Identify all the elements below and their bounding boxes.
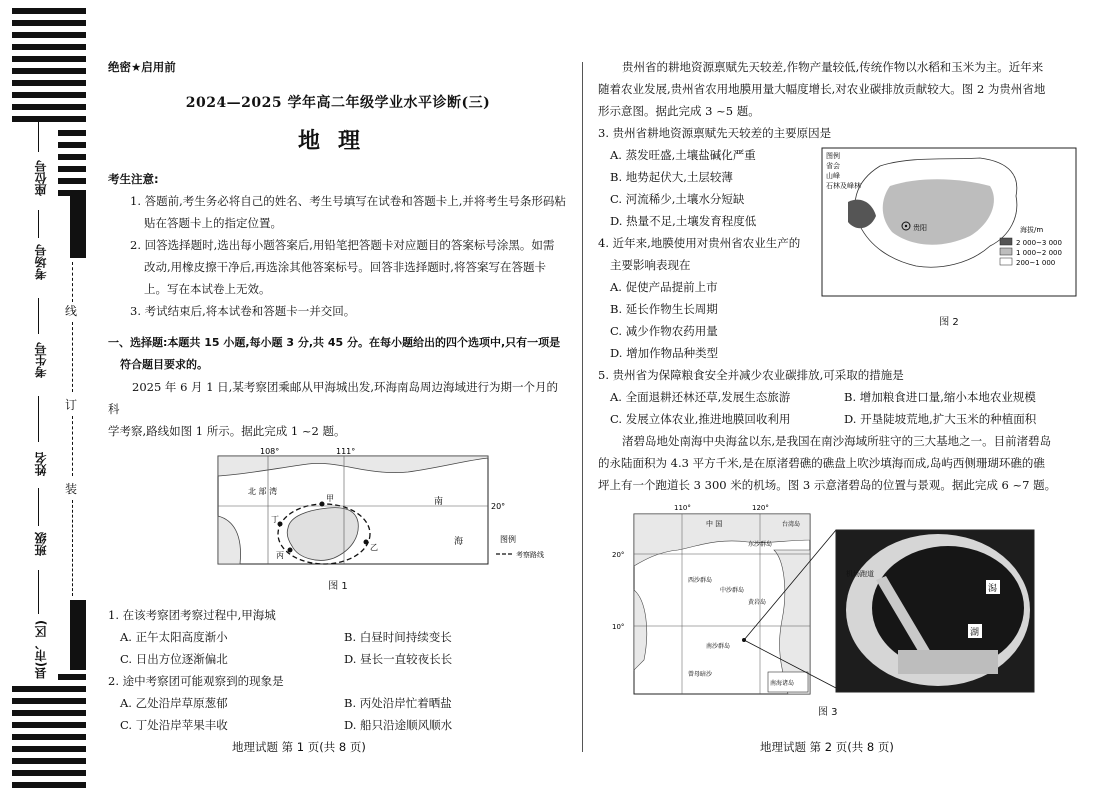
room-field-line[interactable] — [38, 210, 39, 238]
q1-options-row — [108, 626, 568, 648]
class-field-line[interactable] — [38, 488, 39, 526]
point-ding-label: 丁 — [271, 515, 279, 524]
notice-title: 考生注意: — [108, 172, 159, 186]
binding-stripe — [58, 674, 86, 680]
binding-stripe — [12, 92, 86, 98]
q1-option-d[interactable]: D. 昼长一直较夜长长 — [344, 652, 453, 666]
page-2-footer: 地理试题 第 2 页(共 8 页) — [760, 740, 894, 754]
name-field-line[interactable] — [38, 396, 39, 442]
binding-bar — [70, 196, 86, 258]
examno-field-line[interactable] — [38, 298, 39, 334]
map-label: 中沙群岛 — [720, 587, 745, 594]
map-label: 西沙群岛 — [688, 577, 713, 584]
lon-label: 120° — [752, 504, 769, 512]
figure-1-caption: 图 1 — [328, 581, 348, 592]
binding-strip — [0, 0, 92, 800]
binding-stripe — [12, 710, 86, 716]
binding-stripe — [12, 746, 86, 752]
lat-label: 20° — [612, 551, 625, 559]
lon-label: 111° — [336, 447, 356, 456]
binding-stripe — [12, 56, 86, 62]
examno-label: 考生号 — [34, 342, 48, 378]
elevation-title: 海拔/m — [1020, 226, 1044, 234]
q5-option-b[interactable]: B. 增加粮食进口量,缩小本地农业规模 — [844, 390, 1036, 404]
seat-field-line[interactable] — [38, 122, 39, 152]
binding-stripe — [58, 166, 86, 172]
binding-bar — [70, 600, 86, 670]
binding-stripe — [58, 130, 86, 136]
lagoon-label: 湖 — [970, 628, 980, 638]
notice-line: 1. 答题前,考生务必将自己的姓名、考生号填写在试卷和答题卡上,并将考生号条形码粘 — [130, 194, 566, 208]
binding-stripe — [12, 698, 86, 704]
elev-label-high: 2 000~3 000 — [1016, 239, 1062, 247]
intro-paragraph: 坪上有一个跑道长 3 300 米的机场。图 3 示意渚碧岛的位置与景观。据此完成 6 ~7 题。 — [598, 478, 1057, 492]
legend-capital: 省会 — [826, 162, 840, 170]
binding-stripe — [12, 68, 86, 74]
elev-swatch-high — [1000, 238, 1012, 245]
inset-label: 南海诸岛 — [770, 680, 795, 687]
legend-route-label: 考察路线 — [516, 551, 544, 559]
binding-stripe — [12, 782, 86, 788]
figure-2-wrap — [820, 122, 1078, 364]
binding-stripe — [12, 20, 86, 26]
intro-paragraph: 的永陆面积为 4.3 平方千米,是在原渚碧礁的礁盘上吹沙填海而成,岛屿西侧珊瑚环礁的礁 — [598, 456, 1045, 470]
intro-paragraph: 贵州省的耕地资源禀赋先天较差,作物产量较低,传统作物以水稻和玉米为主。近年来 — [622, 60, 1044, 74]
figure-3 — [598, 500, 1078, 700]
section-title-cont: 符合题目要求的。 — [120, 358, 208, 371]
binding-stripe — [12, 44, 86, 50]
class-label: 班级 — [34, 532, 48, 556]
binding-stripe — [12, 80, 86, 86]
map-label: 中 国 — [706, 520, 723, 528]
q3-q4-text — [598, 122, 832, 364]
q3-q4-block — [598, 122, 1078, 364]
q5-stem: 5. 贵州省为保障粮食安全并减少农业碳排放,可采取的措施是 — [598, 368, 904, 382]
gulf-label: 北 部 湾 — [248, 487, 278, 496]
binding-stripe — [12, 770, 86, 776]
q5-option-d[interactable]: D. 开垦陡坡荒地,扩大玉米的种植面积 — [844, 412, 1037, 426]
room-label: 考场号 — [34, 244, 48, 280]
page-divider — [582, 62, 583, 752]
q4-option-d[interactable]: D. 增加作物品种类型 — [610, 346, 719, 360]
airport-label: 机场跑道 — [846, 570, 874, 578]
q4-stem: 4. 近年来,地膜使用对贵州省农业生产的 — [598, 236, 801, 250]
cut-line — [72, 322, 73, 392]
q1-options-row — [108, 648, 568, 670]
lat-label: 10° — [612, 623, 625, 631]
cut-mark-line: 线 — [65, 304, 78, 318]
q4-option-a[interactable]: A. 促使产品提前上市 — [610, 280, 718, 294]
q3-option-b[interactable]: B. 地势起伏大,土层较薄 — [610, 170, 733, 184]
q3-option-a[interactable]: A. 蒸发旺盛,土壤盐碱化严重 — [610, 148, 756, 162]
point-bing — [288, 548, 293, 553]
binding-stripe — [58, 178, 86, 184]
q4-stem-cont: 主要影响表现在 — [610, 258, 691, 272]
map-label: 东沙群岛 — [748, 541, 773, 548]
binding-stripe — [12, 758, 86, 764]
q1-option-a[interactable]: A. 正午太阳高度渐小 — [120, 630, 228, 644]
q3-option-c[interactable]: C. 河流稀少,土壤水分短缺 — [610, 192, 745, 206]
elev-label-mid: 1 000~2 000 — [1016, 249, 1062, 257]
page-2 — [598, 56, 1078, 730]
map-label: 台湾岛 — [782, 521, 801, 528]
secret-mark: 绝密★启用前 — [108, 60, 176, 74]
binding-stripe — [12, 116, 86, 122]
exam-title: 2024—2025 学年高二年级学业水平诊断(三) — [185, 95, 491, 111]
binding-stripe — [12, 734, 86, 740]
notice-line: 3. 考试结束后,将本试卷和答题卡一并交回。 — [130, 304, 356, 318]
page-1 — [108, 56, 568, 736]
capital-name: 贵阳 — [913, 224, 927, 232]
notice-line: 上。写在本试卷上无效。 — [144, 282, 271, 296]
q5-options-row — [598, 386, 1078, 408]
intro-paragraph: 2025 年 6 月 1 日,某考察团乘邮从甲海城出发,环海南岛周边海域进行为期一个月的科 — [108, 380, 558, 416]
q2-stem: 2. 途中考察团可能观察到的现象是 — [108, 674, 284, 688]
cut-mark-order: 订 — [65, 398, 78, 412]
elev-label-low: 200~1 000 — [1016, 259, 1056, 267]
island-facilities — [898, 650, 998, 674]
q1-stem: 1. 在该考察团考察过程中,甲海城 — [108, 608, 276, 622]
point-jia — [320, 502, 325, 507]
q5-option-c[interactable]: C. 发展立体农业,推进地膜回收利用 — [610, 412, 791, 426]
q4-option-c[interactable]: C. 减少作物农药用量 — [610, 324, 718, 338]
intro-paragraph: 随着农业发展,贵州省农用地膜用量大幅度增长,对农业碳排放贡献较大。图 2 为贵州省地 — [598, 82, 1046, 96]
binding-stripe — [58, 142, 86, 148]
q2-option-d[interactable]: D. 船只沿途顺风顺水 — [344, 718, 453, 732]
q2-options-row — [108, 692, 568, 714]
binding-stripe — [12, 32, 86, 38]
q5-option-a[interactable]: A. 全面退耕还林还草,发展生态旅游 — [610, 390, 791, 404]
legend-title: 图例 — [826, 152, 840, 160]
page-1-footer: 地理试题 第 1 页(共 8 页) — [232, 740, 366, 754]
q2-option-b[interactable]: B. 丙处沿岸忙着晒盐 — [344, 696, 452, 710]
lat-label: 20° — [491, 502, 506, 511]
elev-swatch-mid — [1000, 248, 1012, 255]
notice-line: 改动,用橡皮擦干净后,再选涂其他答案标号。回答非选择题时,将答案写在答题卡 — [144, 260, 546, 274]
seat-label: 座位号 — [34, 160, 48, 196]
cut-line — [72, 262, 73, 302]
county-label: 县(市、区) — [34, 620, 48, 679]
cut-mark-bind: 装 — [65, 482, 78, 496]
point-jia-label: 甲 — [326, 494, 334, 503]
figure-3-caption: 图 3 — [818, 707, 838, 718]
notice-line: 2. 回答选择题时,选出每小题答案后,用铅笔把答题卡对应题目的答案标号涂黑。如需 — [130, 238, 555, 252]
binding-stripe — [12, 722, 86, 728]
binding-stripe — [58, 154, 86, 160]
binding-stripe — [12, 686, 86, 692]
q2-options-row — [108, 714, 568, 736]
county-field-line[interactable] — [38, 570, 39, 614]
binding-stripe — [12, 8, 86, 14]
lagoon-label: 潟 — [988, 584, 998, 594]
figure-2-caption: 图 2 — [939, 317, 959, 328]
point-yi — [364, 540, 369, 545]
q5-options-row — [598, 408, 1078, 430]
q1-option-b[interactable]: B. 白昼时间持续变长 — [344, 630, 452, 644]
intro-paragraph: 形示意图。据此完成 3 ~5 题。 — [598, 104, 760, 118]
legend-peak: 山峰 — [826, 172, 840, 180]
sea-label: 南 — [434, 497, 444, 507]
legend-title: 图例 — [500, 535, 516, 544]
q2-option-c[interactable]: C. 丁处沿岸苹果丰收 — [120, 718, 228, 732]
point-bing-label: 丙 — [276, 551, 284, 560]
lon-label: 110° — [674, 504, 691, 512]
q2-option-a[interactable]: A. 乙处沿岸草原葱郁 — [120, 696, 228, 710]
notice-line: 贴在答题卡上的指定位置。 — [144, 216, 282, 230]
q4-option-b[interactable]: B. 延长作物生长周期 — [610, 302, 718, 316]
point-yi-label: 乙 — [370, 543, 378, 552]
binding-stripe — [12, 104, 86, 110]
figure-2-map — [820, 146, 1078, 298]
map-label: 黄岩岛 — [748, 599, 767, 606]
legend-karst: 石林及峰林 — [826, 182, 861, 190]
map-label: 曾母暗沙 — [688, 671, 713, 678]
elev-swatch-low — [1000, 258, 1012, 265]
section-title: 一、选择题:本题共 15 小题,每小题 3 分,共 45 分。在每小题给出的四个选项中,只有一项是 — [108, 336, 561, 349]
capital-dot — [905, 225, 907, 227]
cut-line — [72, 416, 73, 476]
cut-line — [72, 500, 73, 596]
intro-paragraph: 学考察,路线如图 1 所示。据此完成 1 ~2 题。 — [108, 424, 346, 438]
q3-stem: 3. 贵州省耕地资源禀赋先天较差的主要原因是 — [598, 126, 832, 140]
intro-paragraph: 渚碧岛地处南海中央海盆以东,是我国在南沙海域所驻守的三大基地之一。目前渚碧岛 — [622, 434, 1052, 448]
subject-title: 地理 — [297, 128, 378, 154]
sea-label: 海 — [454, 537, 464, 547]
name-label: 姓名 — [34, 452, 48, 476]
q3-option-d[interactable]: D. 热量不足,土壤发育程度低 — [610, 214, 757, 228]
q1-option-c[interactable]: C. 日出方位逐渐偏北 — [120, 652, 228, 666]
map-label: 南沙群岛 — [706, 643, 731, 650]
figure-1-map — [108, 446, 568, 574]
lon-label: 108° — [260, 447, 280, 456]
